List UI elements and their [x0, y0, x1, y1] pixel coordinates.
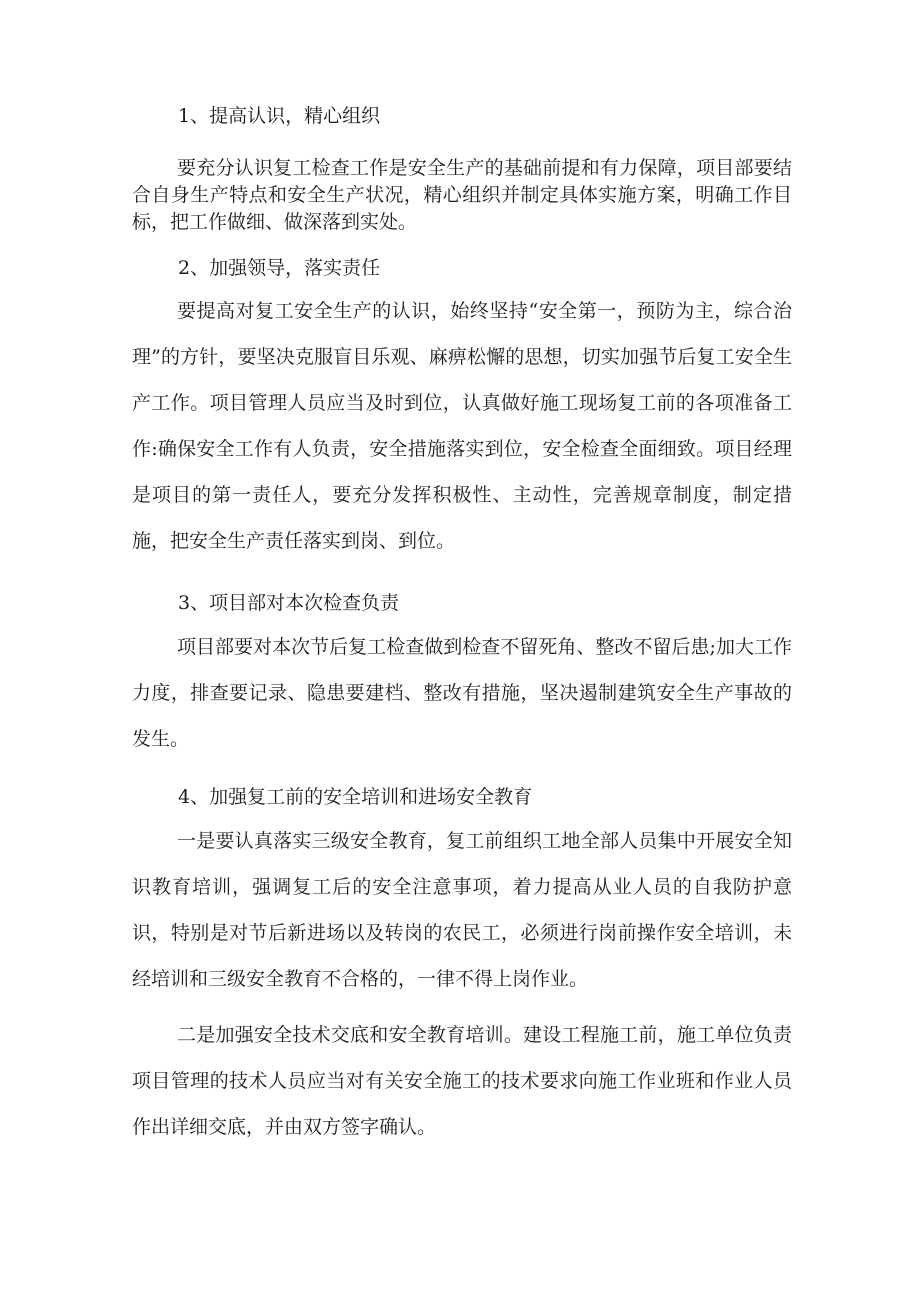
- section-4-paragraph-2: 二是加强安全技术交底和安全教育培训。建设工程施工前，施工单位负责项目管理的技术人员应当对有关安全施工的技术要求向施工作业班和作业人员作出详细交底，并由双方签字确认。: [132, 1024, 792, 1138]
- section-4-paragraph-1: 一是要认真落实三级安全教育，复工前组织工地全部人员集中开展安全知识教育培训，强调复工后的安全注意事项，着力提高从业人员的自我防护意识，特别是对节后新进场以及转岗的农民工，必须进行岗前操作安全培训，未经培训和三级安全教育不合格的，一律不得上岗作业。: [132, 830, 792, 990]
- section-3-paragraph: 项目部要对本次节后复工检查做到检查不留死角、整改不留后患;加大工作力度，排查要记录、隐患要建档、整改有措施，坚决遏制建筑安全生产事故的发生。: [132, 636, 792, 750]
- section-1-heading: 1、提高认识，精心组织: [178, 105, 381, 127]
- section-2-heading: 2、加强领导，落实责任: [178, 257, 381, 279]
- section-3-heading: 3、项目部对本次检查负责: [178, 592, 400, 614]
- section-4-heading: 4、加强复工前的安全培训和进场安全教育: [178, 786, 533, 808]
- section-1-paragraph: 要充分认识复工检查工作是安全生产的基础前提和有力保障，项目部要结合自身生产特点和安全生产状况，精心组织并制定具体实施方案，明确工作目标，把工作做细、做深落到实处。: [132, 157, 792, 233]
- section-2-paragraph: 要提高对复工安全生产的认识，始终坚持“安全第一，预防为主，综合治理”的方针，要坚决克服盲目乐观、麻痹松懈的思想，切实加强节后复工安全生产工作。项目管理人员应当及时到位，认真做好施工现场复工前的各项准备工作:确保安全工作有人负责，安全措施落实到位，安全检查全面细致。项目经理是项目的第一责任人，要充分发挥积极性、主动性，完善规章制度，制定措施，把安全生产责任落实到岗、到位。: [132, 300, 792, 552]
